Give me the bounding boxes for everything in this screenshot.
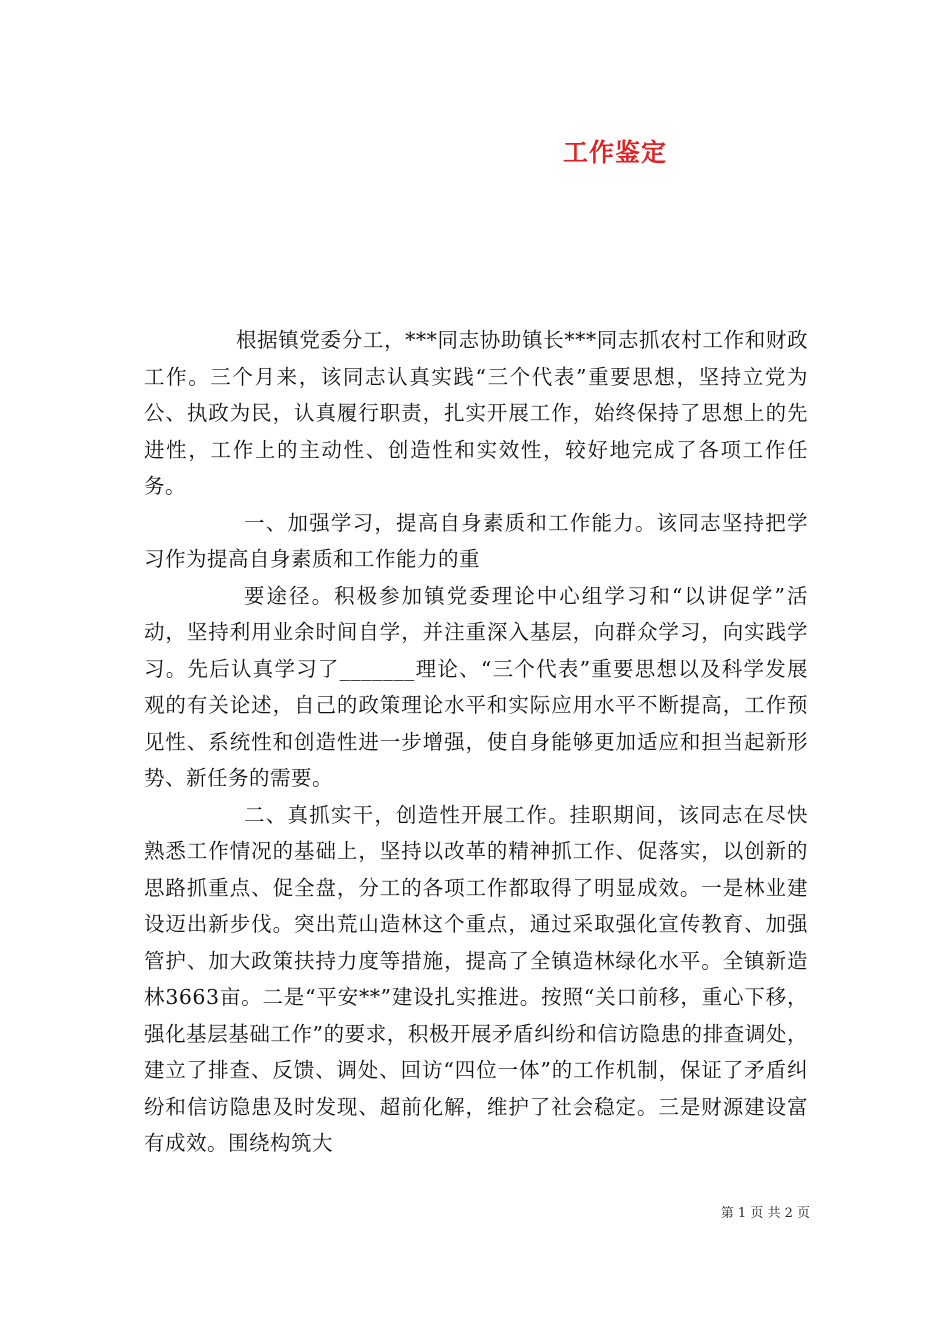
paragraph-section-2: 二、真抓实干，创造性开展工作。挂职期间，该同志在尽快熟悉工作情况的基础上，坚持以改革的精神抓工作、促落实，以创新的思路抓重点、促全盘，分工的各项工作都取得了明显成效。一是林业建设迈出新步伐。突出荒山造林这个重点，通过采取强化宣传教育、加强管护、加大政策扶持力度等措施，提高了全镇造林绿化水平。全镇新造林3663亩。二是“平安**”建设扎实推进。按照“关口前移，重心下移，强化基层基础工作”的要求，积极开展矛盾纠纷和信访隐患的排查调处，建立了排查、反馈、调处、回访“四位一体”的工作机制，保证了矛盾纠纷和信访隐患及时发现、超前化解，维护了社会稳定。三是财源建设富有成效。围绕构筑大 <box>144 802 808 1155</box>
paragraph-section-1-body: 要途径。积极参加镇党委理论中心组学习和“以讲促学”活动，坚持利用业余时间自学，并注重深入基层，向群众学习，向实践学习。先后认真学习了_______理论、“三个代表”重要思想以及科学发展观的有关论述，自己的政策理论水平和实际应用水平不断提高，工作预见性、系统性和创造性进一步增强，使自身能够更加适应和担当起新形势、新任务的需要。 <box>144 583 808 790</box>
page-number-footer: 第 1 页 共 2 页 <box>720 1206 810 1221</box>
document-body <box>144 322 808 1162</box>
document-title: 工作鉴定 <box>562 138 667 167</box>
paragraph-section-1-heading: 一、加强学习，提高自身素质和工作能力。该同志坚持把学习作为提高自身素质和工作能力的重 <box>144 510 808 571</box>
paragraph-intro: 根据镇党委分工，***同志协助镇长***同志抓农村工作和财政工作。三个月来，该同志认真实践“三个代表”重要思想，坚持立党为公、执政为民，认真履行职责，扎实开展工作，始终保持了思想上的先进性，工作上的主动性、创造性和实效性，较好地完成了各项工作任务。 <box>144 328 808 498</box>
